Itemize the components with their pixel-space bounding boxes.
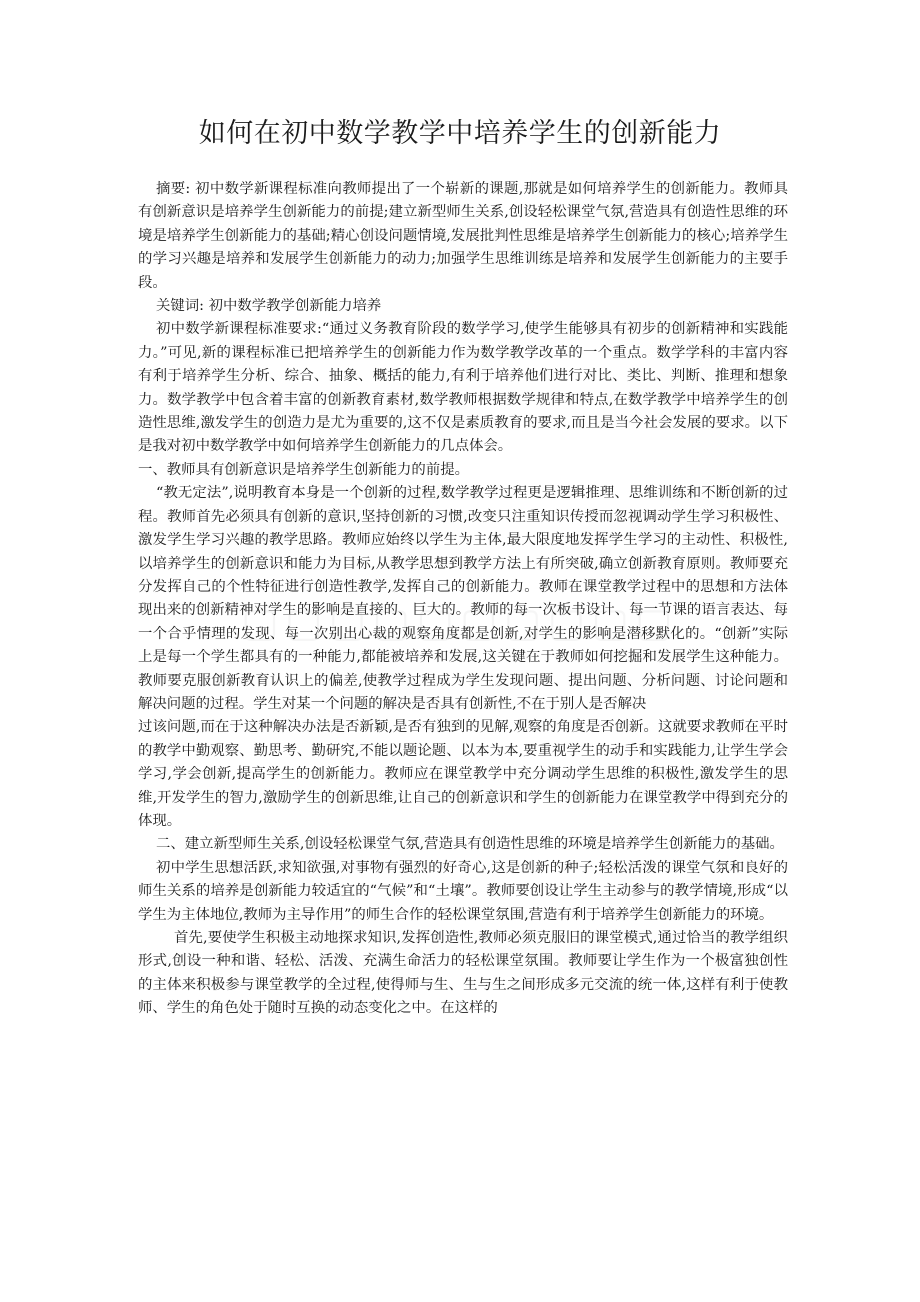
intro-paragraph: 初中数学新课程标准要求:“通过义务教育阶段的数学学习,使学生能够具有初步的创新精神和实践能力。”可见,新的课程标准已把培养学生的创新能力作为数学教学改革的一个重点。数学学科的丰富内容有利于培养学生分析、综合、抽象、概括的能力,有利于培养他们进行对比、类比、判断、推理和想象力。数学教学中包含着丰富的创新教育素材,数学教师根据数学规律和特点,在数学教学中培养学生的创造性思维,激发学生的创造力是尤为重要的,这不仅是素质教育的要求,而且是当今社会发展的要求。以下是我对初中数学教学中如何培养学生创新能力的几点体会。 bbox=[138, 321, 788, 455]
keywords-line: 关键词: 初中数学教学创新能力培养 bbox=[156, 298, 382, 315]
section-1-paragraph: “教无定法”,说明教育本身是一个创新的过程,数学教学过程更是逻辑推理、思维训练和不断创新的过程。教师首先必须具有创新的意识,坚持创新的习惯,改变只注重知识传授而忽视调动学生学习积极性、激发学生学习兴趣的教学思路。教师应始终以学生为主体,最大限度地发挥学生学习的主动性、积极性,以培养学生的创新意识和能力为目标,从教学思想到教学方法上有所突破,确立创新教育原则。教师要充分发挥自己的个性特征进行创造性教学,发挥自己的创新能力。教师在课堂教学过程中的思想和方法体现出来的创新精神对学生的影响是直接的、巨大的。教师的每一次板书设计、每一节课的语言表达、每一个合乎情理的发现、每一次别出心裁的观察角度都是创新,对学生的影响是潜移默化的。“创新”实际上是每一个学生都具有的一种能力,都能被培养和发展,这关键在于教师如何挖掘和发展学生这种能力。教师要克服创新教育认识上的偏差,使教学过程成为学生发现问题、提出问题、分析问题、讨论问题和解决问题的过程。学生对某一个问题的解决是否具有创新性,不在于别人是否解决 bbox=[138, 485, 788, 712]
section-1-continuation: 过该问题,而在于这种解决办法是否新颖,是否有独到的见解,观察的角度是否创新。这就要求教师在平时的教学中勤观察、勤思考、勤研究,不能以题论题、以本为本,要重视学生的动手和实践能力,让学生学会学习,学会创新,提高学生的创新能力。教师应在课堂教学中充分调动学生思维的积极性,激发学生的思维,开发学生的智力,激励学生的创新思维,让自己的创新意识和学生的创新能力在课堂教学中得到充分的体现。 bbox=[138, 719, 788, 829]
document-body bbox=[138, 178, 788, 1021]
section-2-heading: 二、建立新型师生关系,创设轻松课堂气氛,营造具有创造性思维的环境是培养学生创新能力的基础。 bbox=[156, 836, 784, 853]
section-2-paragraph-2: 首先,要使学生积极主动地探求知识,发挥创造性,教师必须克服旧的课堂模式,通过恰当的教学组织形式,创设一种和谐、轻松、活泼、充满生命活力的轻松课堂氛围。教师要让学生作为一个极富独创性的主体来积极参与课堂教学的全过程,使得师与生、生与生之间形成多元交流的统一体,这样有利于使教师、学生的角色处于随时互换的动态变化之中。在这样的 bbox=[138, 930, 788, 1017]
section-2-paragraph: 初中学生思想活跃,求知欲强,对事物有强烈的好奇心,这是创新的种子;轻松活泼的课堂气氛和良好的师生关系的培养是创新能力较适宜的“气候”和“土壤”。教师要创设让学生主动参与的教学情境,形成“以学生为主体地位,教师为主导作用”的师生合作的轻松课堂氛围,营造有利于培养学生创新能力的环境。 bbox=[138, 859, 788, 923]
page-title: 如何在初中数学教学中培养学生的创新能力 bbox=[198, 118, 722, 149]
abstract-paragraph: 摘要: 初中数学新课程标准向教师提出了一个崭新的课题,那就是如何培养学生的创新能力。教师具有创新意识是培养学生创新能力的前提;建立新型师生关系,创设轻松课堂气氛,营造具有创造性思维的环境是培养学生创新能力的基础;精心创设问题情境,发展批判性思维是培养学生创新能力的核心;培养学生的学习兴趣是培养和发展学生创新能力的动力;加强学生思维训练是培养和发展学生创新能力的主要手段。 bbox=[138, 181, 788, 291]
section-1-heading: 一、教师具有创新意识是培养学生创新能力的前提。 bbox=[138, 461, 469, 478]
